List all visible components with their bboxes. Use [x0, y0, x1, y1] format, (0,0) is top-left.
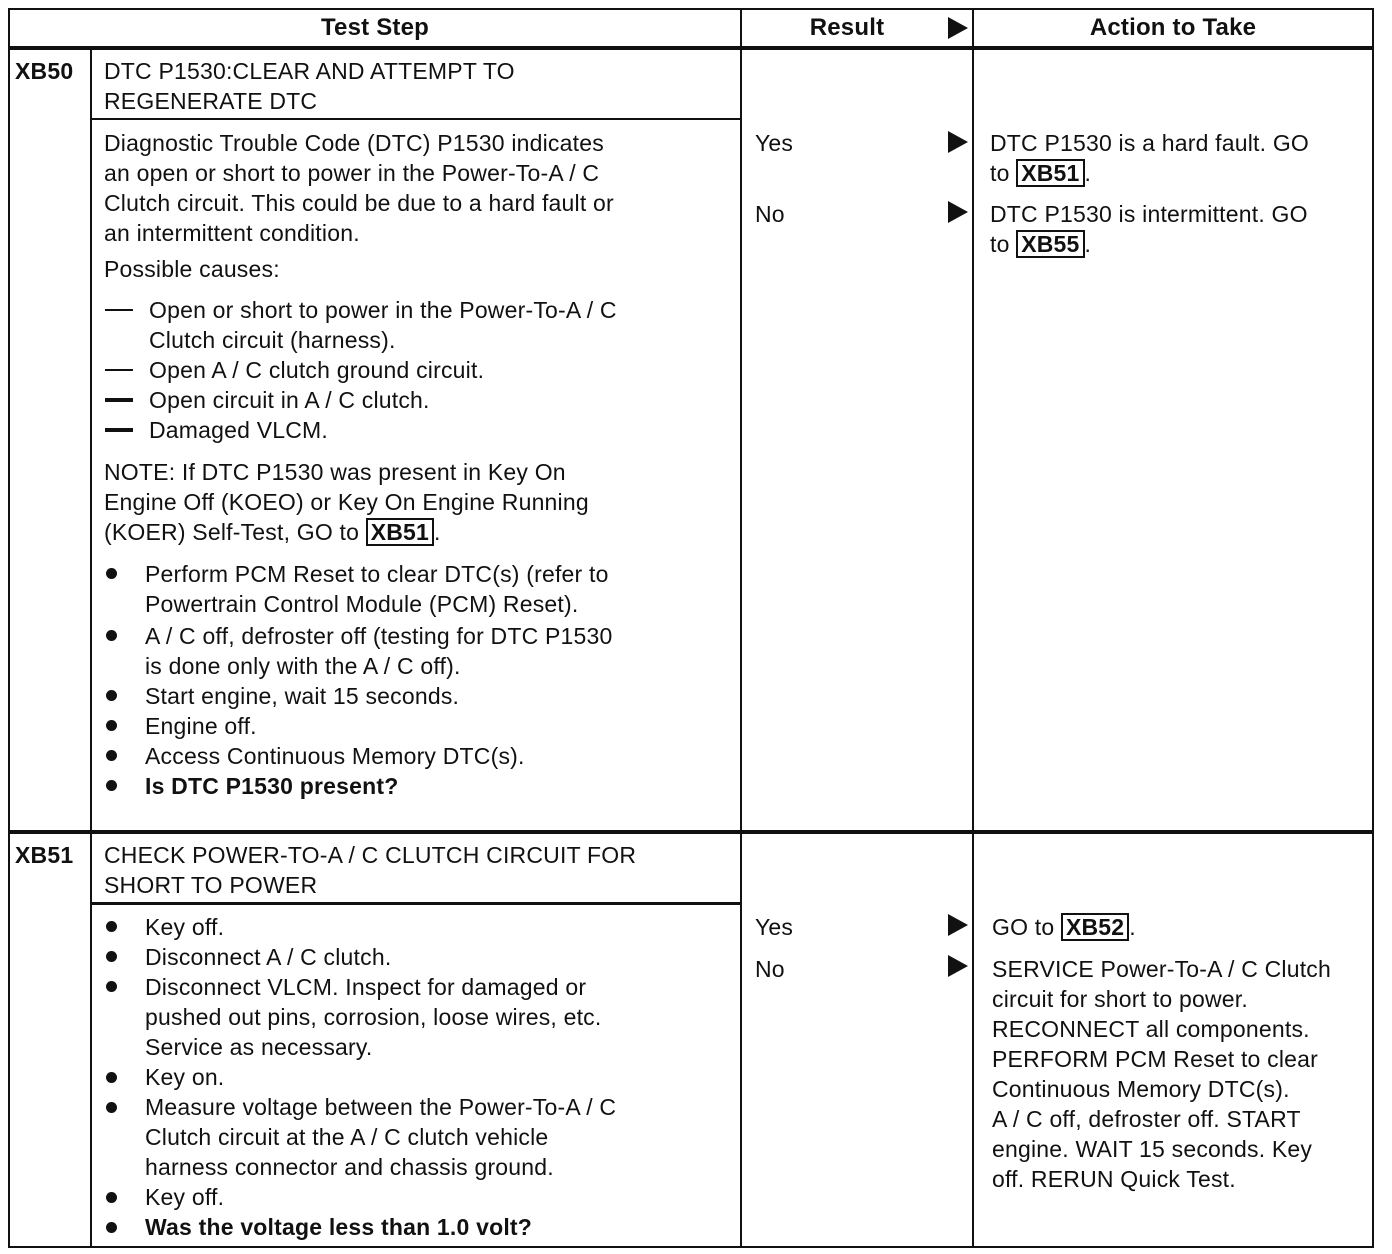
- table-bottom-border: [8, 1246, 1374, 1248]
- xb51-step-item: pushed out pins, corrosion, loose wires, etc.: [145, 1004, 602, 1030]
- result-arrow-icon: [948, 955, 968, 977]
- xb50-cause-item: Damaged VLCM.: [149, 417, 329, 443]
- xb51-action-no-line: circuit for short to power.: [992, 986, 1248, 1012]
- xb51-step-item: Key off.: [145, 914, 225, 940]
- result-arrow-icon: [948, 201, 968, 223]
- header-bottom-rule: [8, 46, 1374, 50]
- table-left-border: [8, 8, 10, 1248]
- xb51-step-item: Clutch circuit at the A / C clutch vehicle: [145, 1124, 549, 1150]
- bullet-icon: [106, 1192, 117, 1203]
- xb50-step-item: Start engine, wait 15 seconds.: [145, 683, 460, 709]
- xb50-intro-line: Clutch circuit. This could be due to a hard fault or: [104, 190, 614, 216]
- xb51-action-yes-text: GO to: [992, 914, 1055, 940]
- xb51-question: Was the voltage less than 1.0 volt?: [145, 1214, 533, 1240]
- xb51-step-item: Key on.: [145, 1064, 225, 1090]
- xb50-step-item: Access Continuous Memory DTC(s).: [145, 743, 525, 769]
- bullet-icon: [106, 1102, 117, 1113]
- xb50-step-item: Engine off.: [145, 713, 257, 739]
- xb50-intro-line: Diagnostic Trouble Code (DTC) P1530 indicates: [104, 130, 604, 156]
- result-arrow-icon: [948, 914, 968, 936]
- xb51-action-no-line: off. RERUN Quick Test.: [992, 1166, 1236, 1192]
- xb50-cause-item: Open or short to power in the Power-To-A / C: [149, 297, 617, 323]
- xb50-possible-causes-label: Possible causes:: [104, 256, 280, 282]
- xb51-step-item: Disconnect A / C clutch.: [145, 944, 392, 970]
- xb51-step-id: XB51: [15, 842, 74, 868]
- xb51-result-yes: Yes: [755, 914, 794, 940]
- xb51-action-no-line: engine. WAIT 15 seconds. Key: [992, 1136, 1313, 1162]
- xb50-intro-line: an intermittent condition.: [104, 220, 360, 246]
- xb50-intro-line: an open or short to power in the Power-To-A / C: [104, 160, 600, 186]
- bullet-icon: [106, 1222, 117, 1233]
- xb50-note-line: NOTE: If DTC P1530 was present in Key On: [104, 459, 566, 485]
- header-result: Result: [809, 14, 885, 41]
- xb51-step-item: harness connector and chassis ground.: [145, 1154, 554, 1180]
- bullet-icon: [106, 921, 117, 932]
- table-right-border: [1372, 8, 1374, 1248]
- xb50-action-no-ref-link[interactable]: XB55: [1016, 230, 1084, 258]
- xb50-note-line: Engine Off (KOEO) or Key On Engine Running: [104, 489, 589, 515]
- xb50-note-line: (KOER) Self-Test, GO to XB51 .: [104, 519, 441, 545]
- bullet-icon: [106, 1072, 117, 1083]
- xb51-title-underline: [92, 902, 740, 905]
- xb50-action-yes-to: to: [990, 160, 1010, 186]
- xb50-action-no-line: to XB55 .: [990, 231, 1092, 257]
- xb50-action-no-to: to: [990, 231, 1010, 257]
- xb51-title-line: CHECK POWER-TO-A / C CLUTCH CIRCUIT FOR: [104, 842, 637, 868]
- xb50-step-item: is done only with the A / C off).: [145, 653, 461, 679]
- xb51-step-item: Measure voltage between the Power-To-A / C: [145, 1094, 617, 1120]
- cause-dash-icon: [105, 398, 133, 402]
- xb50-result-yes: Yes: [755, 130, 794, 156]
- xb51-action-no-line: RECONNECT all components.: [992, 1016, 1310, 1042]
- bullet-icon: [106, 630, 117, 641]
- xb50-result-no: No: [755, 201, 785, 227]
- xb50-step-id: XB50: [15, 58, 74, 84]
- xb50-action-yes-line: to XB51 .: [990, 160, 1092, 186]
- xb51-step-item: Service as necessary.: [145, 1034, 373, 1060]
- header-action-to-take: Action to Take: [1089, 14, 1257, 41]
- xb51-action-no-line: PERFORM PCM Reset to clear: [992, 1046, 1318, 1072]
- bullet-icon: [106, 720, 117, 731]
- cause-dash-icon: [105, 428, 133, 432]
- header-result-arrow-icon: [948, 17, 968, 39]
- xb50-title-line: DTC P1530:CLEAR AND ATTEMPT TO: [104, 58, 515, 84]
- xb51-action-yes-line: GO to XB52 .: [992, 914, 1136, 940]
- xb50-note-text: (KOER) Self-Test, GO to: [104, 519, 360, 545]
- bullet-icon: [106, 951, 117, 962]
- bullet-icon: [106, 780, 117, 791]
- cause-dash-icon: [105, 309, 133, 311]
- xb50-cause-item: Open A / C clutch ground circuit.: [149, 357, 485, 383]
- header-test-step: Test Step: [320, 14, 430, 41]
- xb50-question: Is DTC P1530 present?: [145, 773, 399, 799]
- xb51-step-item: Key off.: [145, 1184, 225, 1210]
- xb50-action-no-line: DTC P1530 is intermittent. GO: [990, 201, 1308, 227]
- table-top-border: [8, 8, 1374, 10]
- result-arrow-icon: [948, 131, 968, 153]
- xb50-cause-item: Open circuit in A / C clutch.: [149, 387, 430, 413]
- xb50-cause-item: Clutch circuit (harness).: [149, 327, 396, 353]
- xb50-title-underline: [92, 118, 740, 120]
- xb50-action-yes-ref-link[interactable]: XB51: [1016, 159, 1084, 187]
- xb51-result-no: No: [755, 956, 785, 982]
- cause-dash-icon: [105, 369, 133, 371]
- xb51-action-no-line: A / C off, defroster off. START: [992, 1106, 1301, 1132]
- id-column-divider: [90, 48, 92, 1248]
- section-divider: [8, 830, 1374, 834]
- bullet-icon: [106, 981, 117, 992]
- bullet-icon: [106, 690, 117, 701]
- xb50-step-item: A / C off, defroster off (testing for DTC P1530: [145, 623, 613, 649]
- xb51-title-line: SHORT TO POWER: [104, 872, 318, 898]
- xb50-title-line: REGENERATE DTC: [104, 88, 318, 114]
- xb51-action-no-line: SERVICE Power-To-A / C Clutch: [992, 956, 1331, 982]
- xb51-action-no-line: Continuous Memory DTC(s).: [992, 1076, 1290, 1102]
- bullet-icon: [106, 568, 117, 579]
- xb50-note-ref-link[interactable]: XB51: [366, 518, 434, 546]
- result-column-divider: [740, 8, 742, 1248]
- xb51-action-yes-ref-link[interactable]: XB52: [1061, 913, 1129, 941]
- xb50-step-item: Powertrain Control Module (PCM) Reset).: [145, 591, 579, 617]
- xb50-step-item: Perform PCM Reset to clear DTC(s) (refer to: [145, 561, 609, 587]
- bullet-icon: [106, 750, 117, 761]
- xb50-action-yes-line: DTC P1530 is a hard fault. GO: [990, 130, 1309, 156]
- xb51-step-item: Disconnect VLCM. Inspect for damaged or: [145, 974, 587, 1000]
- action-column-divider: [972, 8, 974, 1248]
